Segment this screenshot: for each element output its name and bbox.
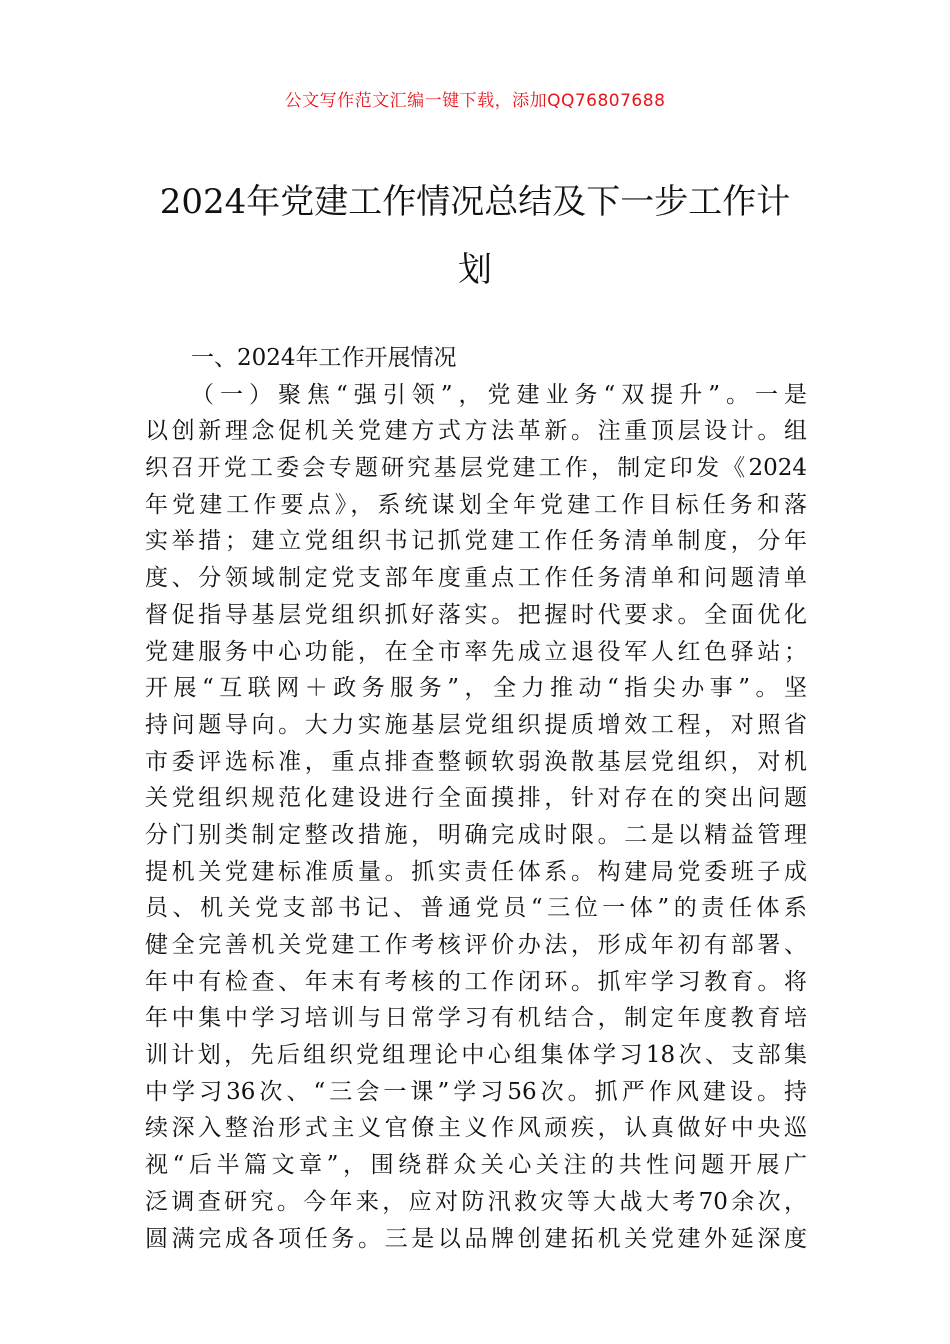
- paragraph-line: 续深入整治形式主义官僚主义作风顽疾，认真做好中央巡: [145, 1115, 807, 1142]
- paragraph-line: 圆满完成各项任务。三是以品牌创建拓机关党建外延深度: [145, 1225, 807, 1252]
- download-banner[interactable]: 公文写作范文汇编一键下载，添加QQ76807688: [284, 91, 666, 111]
- title-line-1: 2024年党建工作情况总结及下一步工作计: [159, 182, 791, 222]
- paragraph-line: 泛调查研究。今年来，应对防汛救灾等大战大考70余次，: [145, 1188, 807, 1215]
- paragraph-line: 市委评选标准，重点排查整顿软弱涣散基层党组织，对机: [145, 748, 807, 775]
- paragraph-line: 提机关党建标准质量。抓实责任体系。构建局党委班子成: [145, 858, 807, 885]
- document-body: [145, 340, 807, 1257]
- paragraph-line: （一）聚焦“强引领”，党建业务“双提升”。一是: [191, 381, 807, 408]
- paragraph-line: 关党组织规范化建设进行全面摸排，针对存在的突出问题: [145, 785, 807, 812]
- paragraph-line: 持问题导向。大力实施基层党组织提质增效工程，对照省: [145, 711, 807, 738]
- paragraph-line: 织召开党工委会专题研究基层党建工作，制定印发《2024: [145, 455, 807, 482]
- document-title: [140, 168, 810, 304]
- paragraph-line: 健全完善机关党建工作考核评价办法，形成年初有部署、: [145, 932, 807, 958]
- section-heading: 一、2024年工作开展情况: [191, 345, 457, 371]
- paragraph-line: 以创新理念促机关党建方式方法革新。注重顶层设计。组: [145, 418, 807, 445]
- paragraph-line: 视“后半篇文章”，围绕群众关心关注的共性问题开展广: [145, 1152, 807, 1179]
- title-line-2: 划: [458, 250, 492, 290]
- paragraph-line: 实举措；建立党组织书记抓党建工作任务清单制度，分年: [145, 528, 807, 555]
- paragraph-line: 年中集中学习培训与日常学习有机结合，制定年度教育培: [145, 1005, 807, 1032]
- paragraph-line: 度、分领域制定党支部年度重点工作任务清单和问题清单: [145, 565, 807, 592]
- paragraph-line: 训计划，先后组织党组理论中心组集体学习18次、支部集: [145, 1042, 807, 1069]
- paragraph-line: 中学习36次、“三会一课”学习56次。抓严作风建设。持: [145, 1078, 807, 1105]
- paragraph-line: 年中有检查、年末有考核的工作闭环。抓牢学习教育。将: [145, 968, 807, 995]
- paragraph-line: 员、机关党支部书记、普通党员“三位一体”的责任体系: [145, 895, 807, 922]
- paragraph-line: 年党建工作要点》，系统谋划全年党建工作目标任务和落: [145, 491, 807, 518]
- paragraph-line: 督促指导基层党组织抓好落实。把握时代要求。全面优化: [145, 601, 807, 628]
- paragraph-line: 党建服务中心功能，在全市率先成立退役军人红色驿站；: [145, 638, 807, 665]
- paragraph-line: 开展“互联网＋政务服务”，全力推动“指尖办事”。坚: [145, 675, 807, 702]
- paragraph-line: 分门别类制定整改措施，明确完成时限。二是以精益管理: [145, 821, 807, 848]
